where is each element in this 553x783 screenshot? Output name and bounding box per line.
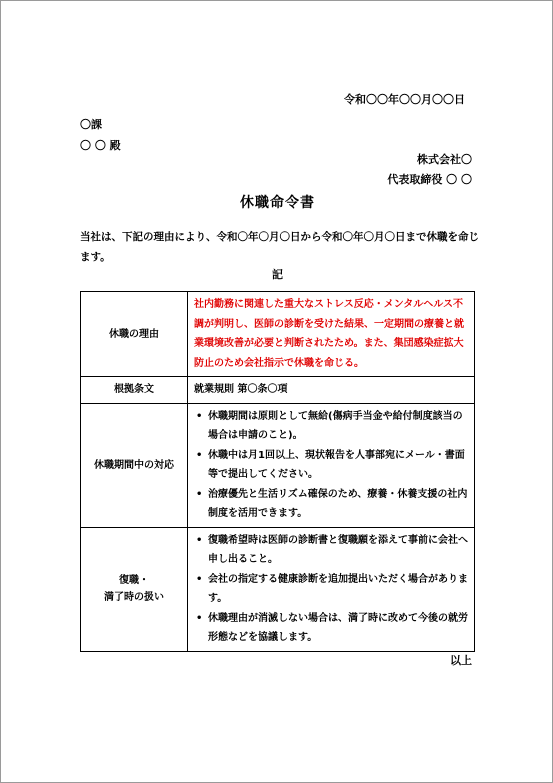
recipient-name: 〇 〇 殿 xyxy=(80,139,121,152)
closing-text: 以上 xyxy=(450,654,472,667)
list-item: • 会社の指定する健康診断を追加提出いただく場合があります。 xyxy=(194,570,468,609)
issue-date: 令和〇〇年〇〇月〇〇日 xyxy=(344,93,465,106)
during-label: 休職期間中の対応 xyxy=(81,403,188,527)
company-name: 株式会社〇 xyxy=(417,153,472,166)
return-label-line2: 満了時の扱い xyxy=(104,592,164,603)
return-list xyxy=(194,531,468,648)
reason-text: 社内勤務に関連した重大なストレス反応・メンタルヘルス不調が判明し、医師の診断を受けた結果、一定期間の療養と就業環境改善が必要と判断されたため。また、集団感染症拡大防止のため会社指示で休職を命じる。 xyxy=(188,292,475,377)
during-cell xyxy=(188,403,475,527)
return-label xyxy=(81,527,188,651)
table-row xyxy=(81,377,475,404)
reason-label: 休職の理由 xyxy=(81,292,188,377)
list-item: • 治療優先と生活リズム確保のため、療養・休養支援の社内制度を活用できます。 xyxy=(194,485,468,524)
table-row xyxy=(81,403,475,527)
list-item: • 休職期間は原則として無給(傷病手当金や給付制度該当の場合は申請のこと)。 xyxy=(194,407,468,446)
table-row xyxy=(81,527,475,651)
department: 〇課 xyxy=(80,118,102,131)
list-item: • 休職中は月1回以上、現状報告を人事部宛にメール・書面等で提出してください。 xyxy=(194,446,468,485)
document-title: 休職命令書 xyxy=(240,195,315,211)
order-table xyxy=(80,291,475,652)
intro-paragraph: 当社は、下記の理由により、令和〇年〇月〇日から令和〇年〇月〇日まで休職を命じます。 xyxy=(80,231,479,263)
list-item: • 復職希望時は医師の診断書と復職願を添えて事前に会社へ申し出ること。 xyxy=(194,531,468,570)
return-label-line1: 復職・ xyxy=(119,575,149,586)
representative-name: 代表取締役 〇 〇 xyxy=(387,173,472,186)
list-item: • 休職理由が消滅しない場合は、満了時に改めて今後の就労形態などを協議します。 xyxy=(194,609,468,648)
basis-label: 根拠条文 xyxy=(81,377,188,404)
ki-heading: 記 xyxy=(272,268,283,281)
during-list xyxy=(194,407,468,524)
return-cell xyxy=(188,527,475,651)
table-row xyxy=(81,292,475,377)
basis-text: 就業規則 第〇条〇項 xyxy=(188,377,475,404)
